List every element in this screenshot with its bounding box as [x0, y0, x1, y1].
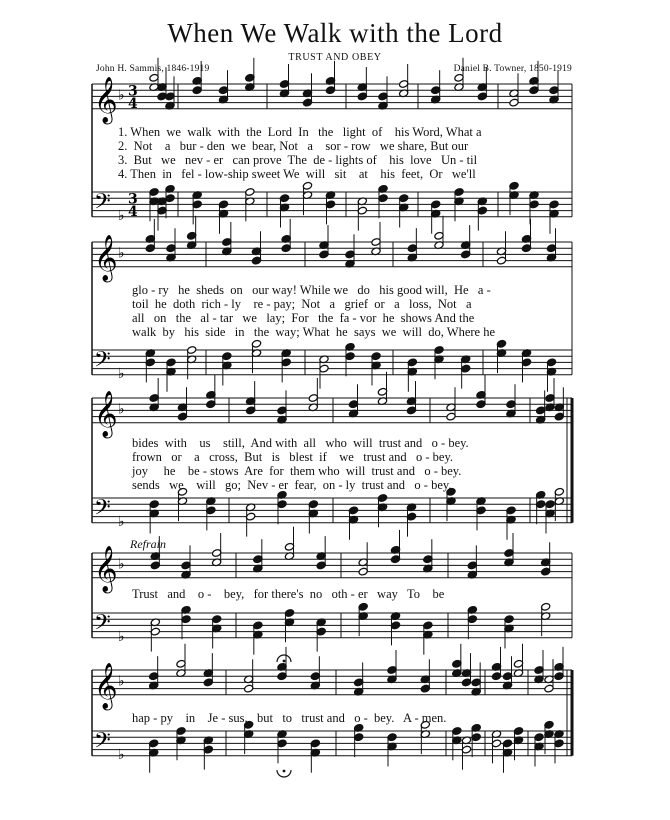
verse-4-line-3: sends we will go; Nev - er fear, on - ly trust and o - bey.	[132, 478, 452, 492]
flat-icon: ♭	[118, 746, 125, 763]
flat-icon: ♭	[118, 513, 125, 530]
bass-clef-icon: 𝄢	[94, 495, 111, 526]
flat-icon: ♭	[118, 365, 125, 382]
flat-icon: ♭	[118, 673, 125, 690]
time-signature-top: 3	[128, 83, 138, 100]
words-credit: John H. Sammis, 1846-1919	[96, 64, 210, 74]
fermata-dot	[283, 660, 286, 663]
verse-1-line-1: 1. When we walk with the Lord In the light of his Word, What a	[118, 125, 482, 139]
refrain-label: Refrain	[130, 537, 166, 551]
refrain-lyrics-2: hap - py in Je - sus, but to trust and o - bey. A - men.	[132, 711, 447, 725]
tune-name: TRUST AND OBEY	[288, 52, 382, 63]
treble-clef-icon: 𝄞	[94, 662, 118, 709]
treble-clef-icon: 𝄞	[94, 545, 118, 592]
verse-4-line-1: 4. Then in fel - low-ship sweet We will sit at his feet, Or we'll	[118, 167, 476, 181]
bass-clef-icon: 𝄢	[94, 347, 111, 378]
time-signature-top: 3	[128, 191, 138, 208]
flat-icon: ♭	[118, 401, 125, 418]
treble-clef-icon: 𝄞	[94, 234, 118, 281]
verse-4-line-2: walk by his side in the way; What he says we will do, Where he	[132, 325, 496, 339]
treble-clef-icon: 𝄞	[94, 390, 118, 437]
flat-icon: ♭	[118, 628, 125, 645]
verse-1-line-2: glo - ry he sheds on our way! While we do his good will, He a -	[132, 283, 491, 297]
verse-3-line-1: 3. But we nev - er can prove The de - lights of his love Un - til	[118, 153, 478, 167]
flat-icon: ♭	[118, 87, 125, 104]
verse-2-line-3: frown or a cross, But is blest if we trust and o - bey.	[132, 450, 454, 464]
verse-3-line-2: all on the al - tar we lay; For the fa - vor he shows And the	[132, 311, 475, 325]
time-signature-bottom: 4	[128, 95, 138, 112]
bass-clef-icon: 𝄢	[94, 728, 111, 759]
bass-clef-icon: 𝄢	[94, 189, 111, 220]
verse-1-line-3: bides with us still, And with all who will trust and o - bey.	[132, 436, 469, 450]
time-signature-bottom: 4	[128, 203, 138, 220]
treble-clef-icon: 𝄞	[94, 76, 118, 123]
music-credit: Daniel B. Towner, 1850-1919	[453, 64, 572, 74]
fermata-dot	[283, 770, 286, 773]
flat-icon: ♭	[118, 245, 125, 262]
flat-icon: ♭	[118, 556, 125, 573]
refrain-lyrics-1: Trust and o - bey, for there's no oth - er way To be	[132, 587, 445, 601]
bass-clef-icon: 𝄢	[94, 610, 111, 641]
verse-2-line-1: 2. Not a bur - den we bear, Not a sor - row we share, But our	[118, 139, 469, 153]
hymn-title: When We Walk with the Lord	[167, 18, 503, 48]
verse-2-line-2: toil he doth rich - ly re - pay; Not a grief or a loss, Not a	[132, 297, 472, 311]
verse-3-line-3: joy he be - stows Are for them who will trust and o - bey.	[132, 464, 462, 478]
flat-icon: ♭	[118, 207, 125, 224]
